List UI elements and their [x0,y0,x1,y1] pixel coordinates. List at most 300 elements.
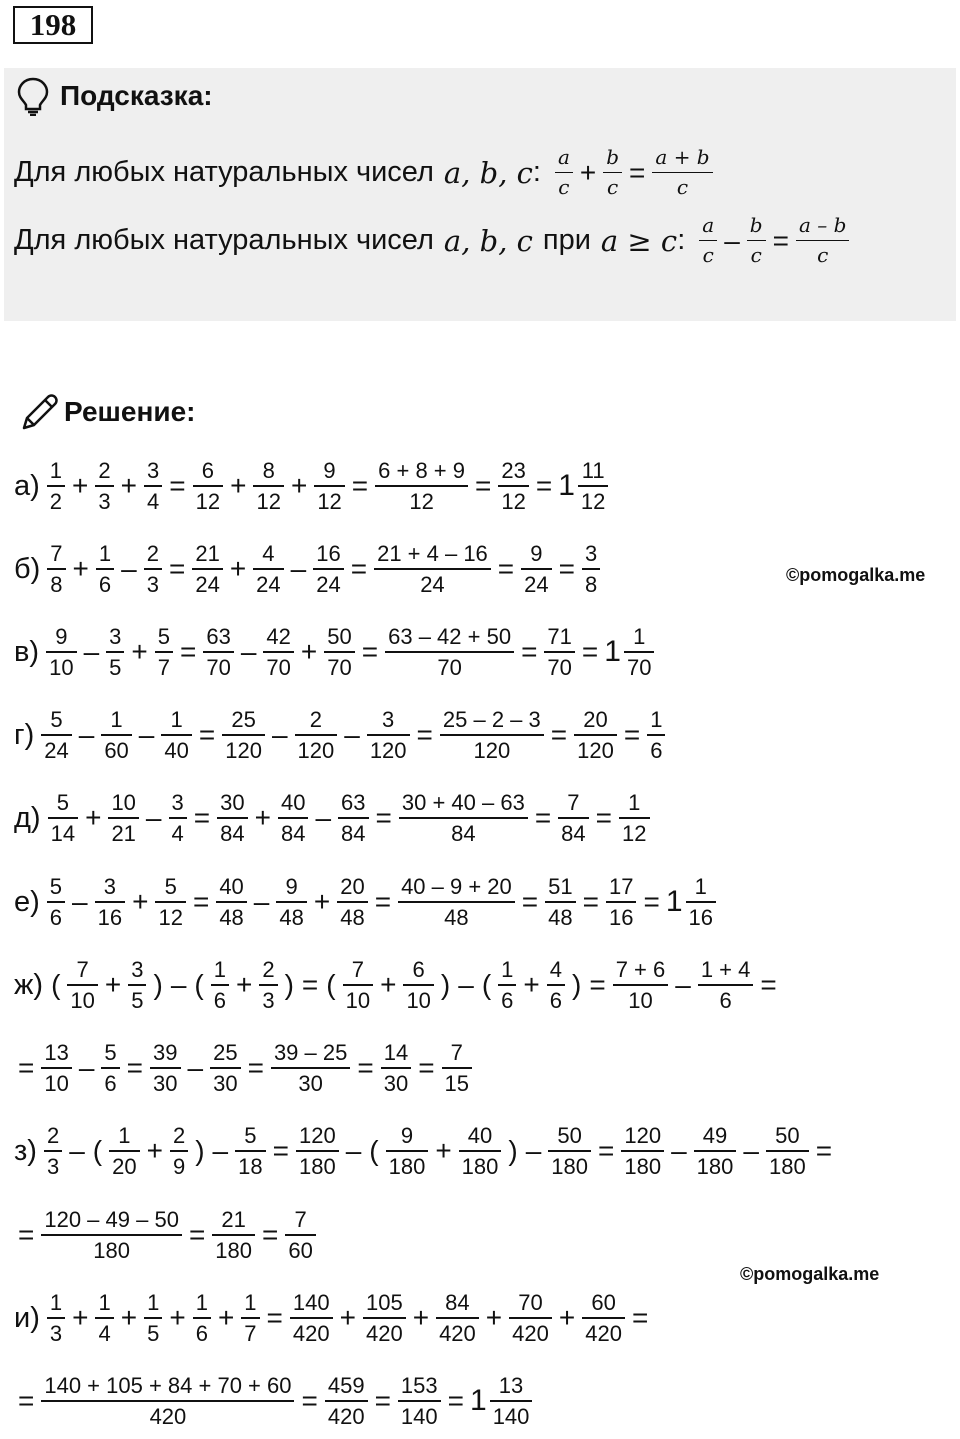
operator: + [217,1302,235,1333]
numerator: 5 [164,874,177,899]
denominator: 21 [108,817,138,846]
fraction: $\frac{a + b}{c}$ [652,145,712,200]
numerator: 50 [327,624,352,649]
numerator: 14 [383,1040,409,1065]
numerator: 3 [382,707,395,732]
operator: + [254,802,271,833]
operator: + [169,1302,186,1333]
parenthesis: ) [153,969,163,1000]
denominator: 30 [271,1067,350,1096]
operator: = [247,1052,264,1083]
mixed-number [468,1373,535,1429]
fraction [442,1040,472,1096]
fraction [296,1123,339,1179]
numerator: 63 [206,624,231,649]
item-label: в) [14,635,40,668]
denominator: 6 [647,734,665,763]
operator: – [458,969,474,1000]
numerator: 11 [581,458,605,483]
numerator: 63 – 42 + 50 [388,624,512,649]
parenthesis: ( [369,1135,379,1166]
numerator: 25 [213,1040,238,1065]
operator: = [18,1219,35,1250]
fraction [375,458,468,514]
hint-title: Подсказка: [60,80,213,111]
denominator: 9 [170,1150,188,1179]
fraction [109,1123,139,1179]
hint-variables: a, b, c [443,155,533,190]
numerator: 2 [172,1123,186,1148]
denominator: 8 [582,568,600,597]
fraction [95,458,113,514]
operator: = [497,553,515,584]
operator: + [72,1302,89,1333]
numerator: 40 [467,1123,493,1148]
fraction [624,624,654,680]
numerator: 7 [50,541,63,566]
fraction [192,541,222,597]
item-label: з) [14,1134,37,1167]
denominator: 4 [95,1317,113,1346]
whole-part: 1 [470,1384,487,1417]
operator: – [253,886,270,917]
denominator: 24 [521,568,551,597]
operator: = [351,470,369,501]
operator: = [521,636,538,667]
numerator: 459 [327,1373,365,1398]
numerator: 10 [111,790,136,815]
numerator: 21 + 4 – 16 [377,541,488,566]
fraction [374,541,491,597]
numerator: 140 + 105 + 84 + 70 + 60 [44,1373,292,1398]
numerator: 2 [309,707,322,732]
operator: = [193,802,211,833]
numerator: 9 [530,541,543,566]
fraction: $\frac{a}{c}$ [555,145,573,200]
operator: = [361,636,379,667]
operator: – [72,886,88,917]
denominator: 40 [161,734,191,763]
fraction [211,957,229,1013]
equation-row [14,957,781,1013]
numerator: 6 + 8 + 9 [378,458,466,483]
operator: + [290,470,308,501]
operator: = [192,886,210,917]
operator: – [121,553,137,584]
denominator: 10 [46,651,76,680]
denominator: 12 [253,485,283,514]
numerator: 9 [400,1123,414,1148]
hint-condition-word: при [542,224,591,256]
denominator: 16 [95,901,125,930]
numerator: 105 [365,1290,403,1315]
numerator: 20 [340,874,365,899]
fraction [95,1290,113,1346]
operator: + [132,886,149,917]
operator: = [416,719,433,750]
numerator: 1 [170,707,183,732]
denominator: 12 [193,485,223,514]
parenthesis: ) [508,1135,518,1166]
numerator: 5 [244,1123,257,1148]
fraction [67,957,97,1013]
denominator: 140 [398,1400,441,1429]
numerator: 1 [244,1290,257,1315]
operator: – [271,719,288,750]
operator: – [83,636,100,667]
denominator: 24 [374,568,491,597]
operator: + [146,1135,163,1166]
fraction [295,707,338,763]
whole-part: 1 [665,885,683,918]
denominator: 420 [509,1317,552,1346]
item-label: г) [14,718,35,751]
denominator: 24 [192,568,222,597]
fraction [363,1290,406,1346]
fraction [47,458,65,514]
fraction [398,1373,441,1429]
numerator: 30 + 40 – 63 [401,790,525,815]
operator: + [412,1302,430,1333]
denominator: 12 [155,901,185,930]
denominator: 4 [144,485,162,514]
numerator: 25 – 2 – 3 [442,707,541,732]
fraction [509,1290,552,1346]
equation-row [14,1123,836,1179]
equation-row [14,1040,475,1096]
item-label: ж) [14,968,44,1001]
operator: + [485,1302,503,1333]
fraction [578,458,608,514]
denominator: 30 [381,1067,411,1096]
operator: – [69,1135,85,1166]
denominator: 84 [217,817,247,846]
operator: + [339,1302,356,1333]
denominator: 48 [276,901,306,930]
numerator: 1 [628,790,641,815]
numerator: 5 [50,707,63,732]
solution-title: Решение: [64,396,196,427]
denominator: 180 [766,1150,809,1179]
operator: = [168,553,186,584]
denominator: 70 [624,651,654,680]
whole-part: 1 [558,469,575,502]
numerator: 40 – 9 + 20 [401,874,512,899]
fraction [521,541,551,597]
fraction: $\frac{b}{c}$ [603,145,622,200]
numerator: 1 [213,957,226,982]
denominator: 3 [95,485,113,514]
operator: + [72,470,89,501]
operator: = [598,1135,615,1166]
fraction [155,874,185,930]
denominator: 180 [212,1234,255,1263]
numerator: 1 + 4 [700,957,751,982]
denominator: 420 [290,1317,333,1346]
fraction [399,790,528,846]
fraction [193,1290,211,1346]
denominator: 16 [686,901,716,930]
fraction [212,1207,255,1263]
item-label: а) [14,469,40,502]
hint-condition: a ≥ c [600,223,678,258]
operator: = [589,969,606,1000]
operator: = [262,1219,279,1250]
denominator: 48 [398,901,515,930]
operator: = [558,553,575,584]
operator: = [266,1302,283,1333]
fraction [235,1123,265,1179]
denominator: 84 [278,817,308,846]
fraction [96,541,114,597]
numerator: 17 [608,874,634,899]
fraction [686,874,716,930]
denominator: 14 [48,817,78,846]
fraction [694,1123,737,1179]
parenthesis: ) [440,969,451,1000]
operator: + [235,969,253,1000]
hint-text: Для любых натуральных чисел [14,156,434,188]
operator: = [815,1135,833,1166]
numerator: 4 [262,541,275,566]
numerator: 7 [567,790,580,815]
fraction [548,1123,591,1179]
denominator: 120 [367,734,410,763]
operator: + [300,636,318,667]
denominator: 420 [41,1400,294,1429]
numerator: 1 [633,624,646,649]
numerator: 3 [171,790,184,815]
denominator: 120 [295,734,338,763]
numerator: 1 [501,957,514,982]
fraction [155,624,173,680]
equation-row [14,1207,319,1263]
parenthesis: ) [284,969,294,1000]
denominator: 6 [101,1067,119,1096]
operator: + [229,553,247,584]
operator: = [475,470,492,501]
fraction [324,624,354,680]
numerator: 30 [220,790,245,815]
item-label: д) [14,801,41,834]
equation-row [14,624,657,680]
operator: – [290,553,307,584]
fraction [558,790,588,846]
operator: = [188,1219,206,1250]
denominator: 8 [47,568,65,597]
numerator: 9 [323,458,336,483]
fraction [263,624,293,680]
fraction [259,957,277,1013]
denominator: 12 [375,485,468,514]
denominator: 420 [436,1317,479,1346]
denominator: 6 [193,1317,211,1346]
numerator: 3 [147,458,160,483]
whole-part: 1 [604,635,621,668]
numerator: 2 [146,541,159,566]
numerator: 63 [341,790,366,815]
operator: = [18,1385,35,1416]
fraction [278,790,308,846]
operator: = [581,636,599,667]
numerator: 153 [400,1373,438,1398]
fraction [290,1290,333,1346]
operator: + [120,470,138,501]
fraction [150,1040,180,1096]
denominator: 140 [490,1400,533,1429]
denominator: 6 [96,568,114,597]
operator: = [631,1302,649,1333]
fraction [253,458,283,514]
operator: = [375,802,392,833]
fraction [169,790,187,846]
fraction [313,541,343,597]
numerator: 42 [266,624,291,649]
denominator: 6 [698,984,754,1013]
fraction [403,957,433,1013]
numerator: 1 [147,1290,160,1315]
operator: – [344,719,360,750]
numerator: 40 [280,790,306,815]
denominator: 15 [442,1067,472,1096]
denominator: 120 [574,734,617,763]
fraction: $\frac{a}{c}$ [699,213,717,268]
numerator: 60 [591,1290,616,1315]
operator: + [230,470,247,501]
fraction [46,624,76,680]
denominator: 70 [385,651,514,680]
numerator: 1 [110,707,123,732]
numerator: 2 [98,458,111,483]
fraction [48,790,78,846]
operator: – [170,969,187,1000]
hint-text: Для любых натуральных чисел [14,224,434,256]
operator: – [187,1052,204,1083]
operator: = [169,470,186,501]
fraction [101,1040,119,1096]
fraction [367,707,410,763]
operator: + [380,969,397,1000]
equation-row [14,707,668,763]
fraction [271,1040,350,1096]
denominator: 420 [582,1317,625,1346]
operator: = [550,719,568,750]
operator: = [272,1135,289,1166]
operator: = [582,886,599,917]
fraction [343,957,373,1013]
operator: – [145,802,162,833]
denominator: 70 [544,651,574,680]
fraction [241,1290,259,1346]
fraction [108,790,138,846]
operator: = [18,1052,35,1083]
denominator: 5 [106,651,124,680]
denominator: 84 [399,817,528,846]
numerator: 3 [585,541,598,566]
fraction [161,707,191,763]
denominator: 18 [235,1150,265,1179]
numerator: 5 [56,790,69,815]
denominator: 6 [498,984,516,1013]
fraction [613,957,669,1013]
fraction [203,624,233,680]
operator: – [78,1052,95,1083]
fraction [490,1373,533,1429]
operator: + [104,969,122,1000]
numerator: 49 [702,1123,728,1148]
denominator: 24 [313,568,343,597]
numerator: 1 [650,707,663,732]
fraction [698,957,754,1013]
denominator: 48 [545,901,575,930]
operator: + [313,886,331,917]
denominator: 12 [578,485,608,514]
mixed-number [556,458,611,514]
operator: = [198,719,216,750]
fraction [544,624,574,680]
fraction [498,957,516,1013]
numerator: 5 [49,874,63,899]
hint-rule-addition: Для любых натуральных чисел a, b, c : $\frac{a}{c}$ + $\frac{b}{c}$ = $\frac{a + b}{c}$ [14,145,716,200]
denominator: 10 [41,1067,71,1096]
operator: – [671,1135,687,1166]
parenthesis: ) [572,969,582,1000]
numerator: 1 [694,874,707,899]
numerator: 8 [262,458,275,483]
denominator: 7 [241,1317,259,1346]
mixed-number [602,624,657,680]
numerator: 7 [450,1040,463,1065]
numerator: 70 [518,1290,543,1315]
numerator: 6 [201,458,214,483]
fraction [621,1123,664,1179]
numerator: 120 [624,1123,662,1148]
denominator: 16 [606,901,636,930]
equation-row [14,541,603,597]
denominator: 180 [548,1150,591,1179]
operator: = [623,719,641,750]
denominator: 48 [337,901,367,930]
denominator: 12 [619,817,649,846]
denominator: 5 [128,984,146,1013]
equation-row [14,1373,535,1429]
operator: + [120,1302,138,1333]
fraction [128,957,146,1013]
operator: = [535,470,553,501]
denominator: 60 [285,1234,315,1263]
operator: = [301,969,319,1000]
fraction [41,707,71,763]
numerator: 40 [219,874,244,899]
numerator: 1 [49,1290,63,1315]
denominator: 120 [440,734,544,763]
denominator: 3 [44,1150,62,1179]
fraction [498,458,528,514]
denominator: 12 [498,485,528,514]
item-label: е) [14,885,40,918]
numerator: 20 [583,707,608,732]
fraction [276,874,306,930]
fraction: $\frac{b}{c}$ [747,213,766,268]
denominator: 12 [314,485,344,514]
equation-row [14,790,653,846]
fraction [647,707,665,763]
numerator: 4 [549,957,563,982]
denominator: 420 [325,1400,368,1429]
operator: = [126,1052,144,1083]
numerator: 50 [775,1123,800,1148]
fraction [253,541,283,597]
